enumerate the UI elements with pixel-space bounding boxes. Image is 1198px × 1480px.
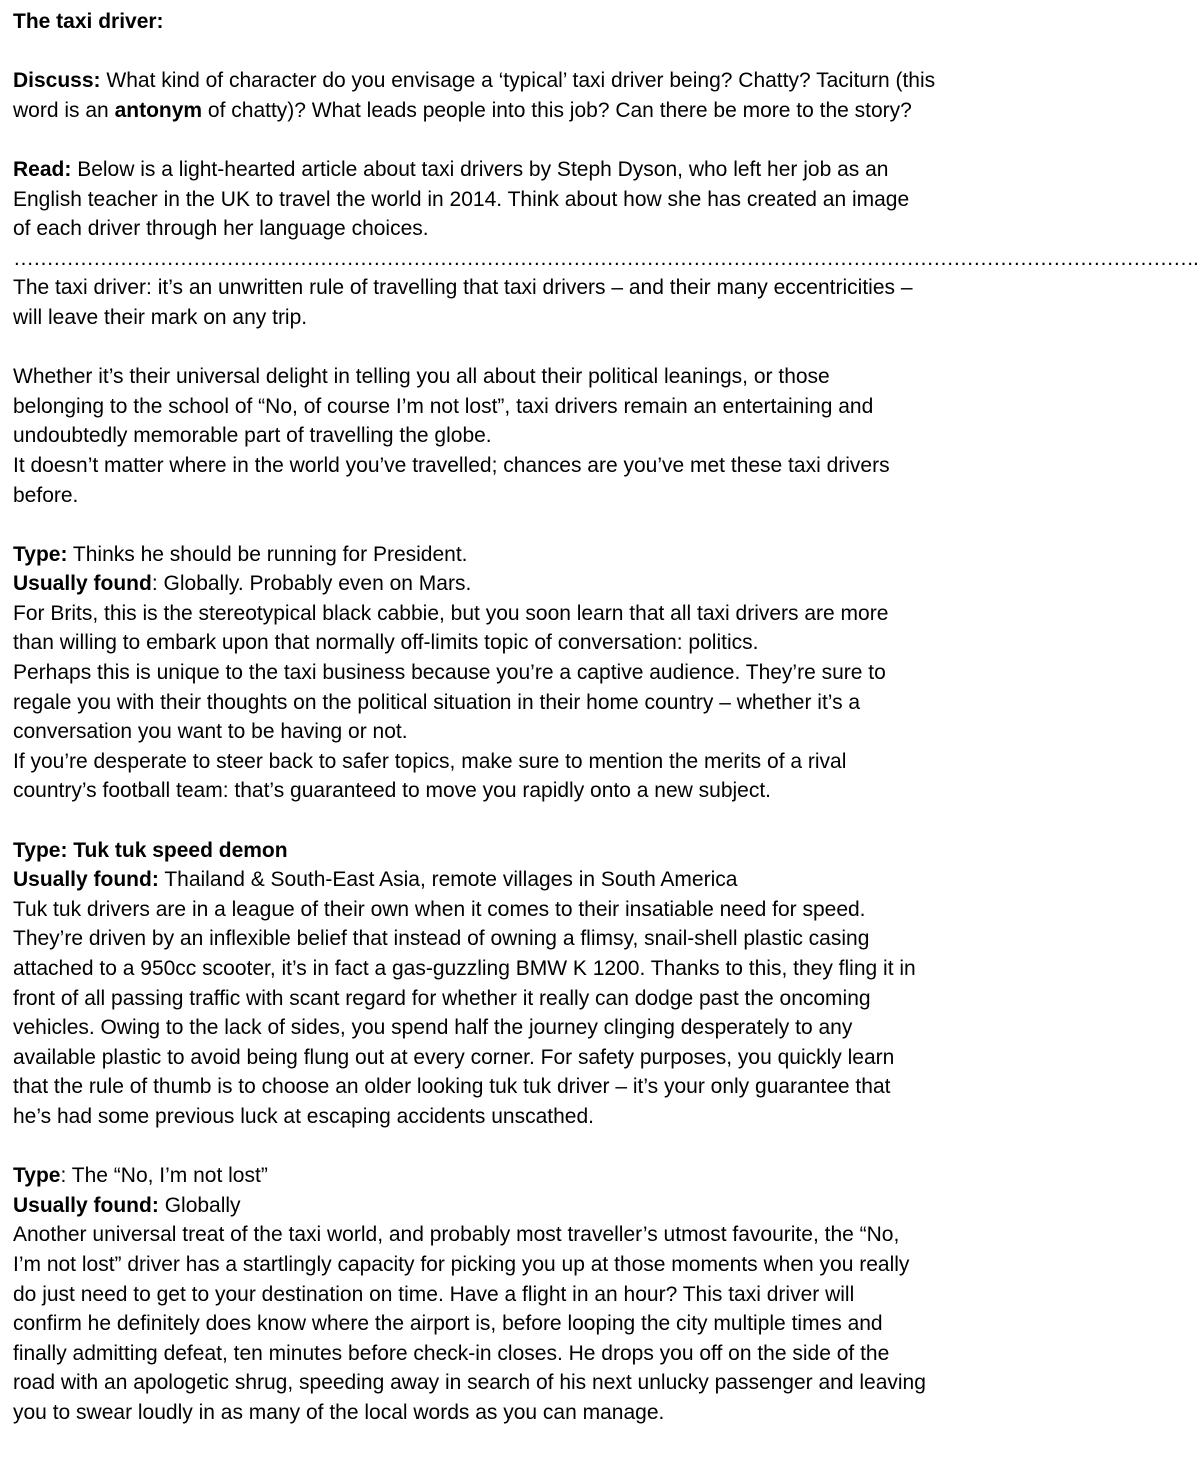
type-line — [13, 836, 1003, 866]
intro-line: before. — [13, 483, 79, 507]
found-line: Usually found: Globally. Probably even on Mars. — [13, 572, 472, 596]
body-line: vehicles. Owing to the lack of sides, you spend half the journey clinging desperately to any — [13, 1016, 853, 1040]
read-line: English teacher in the UK to travel the world in 2014. Think about how she has created an image — [13, 187, 910, 211]
body-line: confirm he definitely does know where the airport is, before looping the city multiple times and — [13, 1312, 883, 1336]
document-page — [13, 7, 1198, 1428]
intro-line: undoubtedly memorable part of travelling the globe. — [13, 424, 492, 448]
body-line: If you’re desperate to steer back to safer topics, make sure to mention the merits of a rival — [13, 749, 847, 773]
body-line: country’s football team: that’s guaranteed to move you rapidly onto a new subject. — [13, 779, 772, 803]
read-block — [13, 155, 1003, 244]
dotted-separator: ……………………………………………………………………………………………………………………………………………………………. — [13, 246, 1198, 270]
antonym-word: antonym — [114, 98, 203, 122]
intro-line: will leave their mark on any trip. — [13, 305, 308, 329]
intro-line: It doesn’t matter where in the world you’ve travelled; chances are you’ve met these taxi drivers — [13, 453, 890, 477]
intro-paragraph-1 — [13, 273, 1003, 332]
body-line: I’m not lost” driver has a startlingly capacity for picking you up at those moments when you really — [13, 1252, 910, 1276]
body-line: front of all passing traffic with scant regard for whether it really can dodge past the oncoming — [13, 986, 871, 1010]
intro-paragraph-2 — [13, 362, 1003, 510]
type-line: Type: The “No, I’m not lost” — [13, 1164, 268, 1188]
read-line: of each driver through her language choices. — [13, 217, 429, 241]
spacer — [13, 1132, 1003, 1162]
body-line: attached to a 950cc scooter, it’s in fact a gas-guzzling BMW K 1200. Thanks to this, they fling it in — [13, 957, 916, 980]
intro-line: Whether it’s their universal delight in telling you all about their political leanings, or those — [13, 365, 830, 389]
discuss-block — [13, 66, 1003, 125]
type-label: Type: — [13, 542, 68, 566]
found-line: Usually found: Globally — [13, 1193, 241, 1217]
driver-type-president — [13, 540, 1003, 806]
body-line: do just need to get to your destination on time. Have a flight in an hour? This taxi driver will — [13, 1282, 855, 1306]
spacer — [13, 806, 1003, 836]
type-line: Type: Thinks he should be running for President. — [13, 542, 468, 566]
spacer — [13, 37, 1003, 67]
intro-line: belonging to the school of “No, of course I’m not lost”, taxi drivers remain an entertaining and — [13, 394, 874, 418]
read-line: Read: Below is a light-hearted article about taxi drivers by Steph Dyson, who left her job as an — [13, 157, 889, 181]
body-line: than willing to embark upon that normally off-limits topic of conversation: politics. — [13, 631, 759, 655]
body-line: Perhaps this is unique to the taxi business because you’re a captive audience. They’re sure to — [13, 661, 886, 685]
found-line: Usually found: Thailand & South-East Asia, remote villages in South America — [13, 868, 738, 892]
body-line: Another universal treat of the taxi world, and probably most traveller’s utmost favourite, the “No, — [13, 1223, 900, 1247]
discuss-label: Discuss: — [13, 69, 101, 93]
body-line: you to swear loudly in as many of the local words as you can manage. — [13, 1400, 665, 1424]
body-line: They’re driven by an inflexible belief that instead of owning a flimsy, snail-shell plastic casing — [13, 927, 870, 951]
body-line: finally admitting defeat, ten minutes before check-in closes. He drops you off on the side of the — [13, 1341, 890, 1365]
body-line: road with an apologetic shrug, speeding away in search of his next unlucky passenger and leaving — [13, 1371, 926, 1395]
body-line: Tuk tuk drivers are in a league of their own when it comes to their insatiable need for speed. — [13, 897, 866, 921]
type-heading: Type: Tuk tuk speed demon — [13, 838, 288, 862]
spacer — [13, 510, 1003, 540]
discuss-line: Discuss: What kind of character do you envisage a ‘typical’ taxi driver being? Chatty? Taciturn (this — [13, 69, 936, 93]
intro-line: The taxi driver: it’s an unwritten rule of travelling that taxi drivers – and their many eccentricities – — [13, 276, 913, 300]
body-line: he’s had some previous luck at escaping accidents unscathed. — [13, 1104, 594, 1128]
found-label: Usually found: — [13, 1193, 159, 1217]
discuss-line: word is an antonym of chatty)? What leads people into this job? Can there be more to the story? — [13, 98, 912, 122]
body-line: available plastic to avoid being flung out at every corner. For safety purposes, you quickly learn — [13, 1045, 895, 1069]
found-label: Usually found: — [13, 868, 159, 892]
body-line: conversation you want to be having or not. — [13, 720, 408, 744]
body-line: regale you with their thoughts on the political situation in their home country – whether it’s a — [13, 690, 861, 714]
body-line: For Brits, this is the stereotypical black cabbie, but you soon learn that all taxi drivers are more — [13, 601, 889, 625]
driver-type-not-lost — [13, 1161, 1003, 1427]
type-label: Type — [13, 1164, 61, 1188]
document-title: The taxi driver: — [13, 10, 164, 33]
driver-type-tuk-tuk — [13, 836, 1003, 1132]
read-label: Read: — [13, 157, 72, 181]
spacer — [13, 125, 1003, 155]
found-label: Usually found — [13, 572, 152, 596]
spacer — [13, 333, 1003, 363]
body-line: that the rule of thumb is to choose an older looking tuk tuk driver – it’s your only guarantee that — [13, 1075, 891, 1099]
